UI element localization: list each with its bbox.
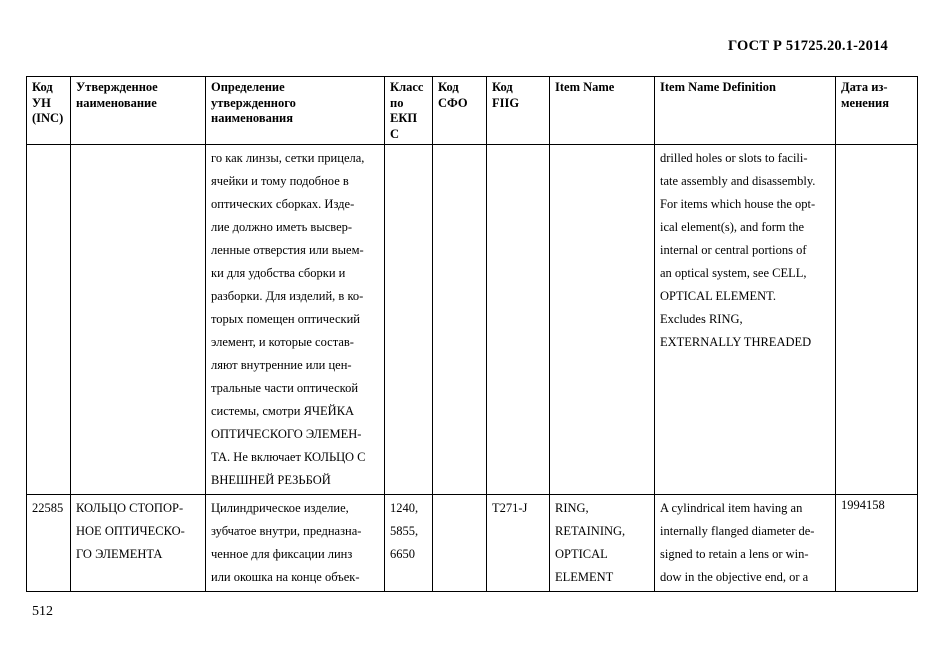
page-number: 512 bbox=[32, 604, 53, 619]
cell-inc bbox=[27, 145, 71, 495]
column-header-item-name-definition: Item Name Definition bbox=[655, 77, 836, 145]
column-header-sfo: Код СФО bbox=[433, 77, 487, 145]
column-header-class: Класс по ЕКП С bbox=[385, 77, 433, 145]
document-standard-number: ГОСТ Р 51725.20.1-2014 bbox=[727, 38, 888, 54]
cell-sfo bbox=[433, 145, 487, 495]
cell-item-name-definition: A cylindrical item having an internally flanged diameter de- signed to retain a lens or win- dow in the objective end, or a bbox=[655, 495, 836, 592]
cell-approved-name bbox=[71, 145, 206, 495]
cell-item-name: RING, RETAINING, OPTICAL ELEMENT bbox=[550, 495, 655, 592]
column-header-change-date: Дата из- менения bbox=[836, 77, 918, 145]
cell-fiig: T271-J bbox=[487, 495, 550, 592]
cell-definition: Цилиндрическое изделие, зубчатое внутри, предназна- ченное для фиксации линз или окошка на конце объек- bbox=[206, 495, 385, 592]
cell-inc: 22585 bbox=[27, 495, 71, 592]
specification-table bbox=[26, 76, 918, 592]
cell-change-date bbox=[836, 145, 918, 495]
column-header-approved-name: Утвержденное наименование bbox=[71, 77, 206, 145]
column-header-inc: Код УН (INC) bbox=[27, 77, 71, 145]
cell-definition: го как линзы, сетки прицела, ячейки и тому подобное в оптических сборках. Изде- лие должно иметь высвер- ленные отверстия или выем- ки для удобства сборки и разборки. Для изделий, в ко- торых помещен оптический элемент, и которые состав- ляют внутренние или цен- тральные части оптической системы, смотри ЯЧЕЙКА ОПТИЧЕСКОГО ЭЛЕМЕН- ТА. Не включает КОЛЬЦО С ВНЕШНЕЙ РЕЗЬБОЙ bbox=[206, 145, 385, 495]
column-header-fiig: Код FIIG bbox=[487, 77, 550, 145]
cell-item-name-definition: drilled holes or slots to facili- tate assembly and disassembly. For items which house the opt- ical element(s), and form the internal or central portions of an optical system, see CELL, OPTICAL ELEMENT. Excludes RING, EXTERNALLY THREADED bbox=[655, 145, 836, 495]
cell-fiig bbox=[487, 145, 550, 495]
column-header-item-name: Item Name bbox=[550, 77, 655, 145]
cell-approved-name: КОЛЬЦО СТОПОР- НОЕ ОПТИЧЕСКО- ГО ЭЛЕМЕНТА bbox=[71, 495, 206, 592]
cell-class: 1240, 5855, 6650 bbox=[385, 495, 433, 592]
cell-change-date: 1994158 bbox=[836, 495, 918, 592]
table-row bbox=[27, 145, 918, 495]
table-header-row bbox=[27, 77, 918, 145]
cell-item-name bbox=[550, 145, 655, 495]
table-row bbox=[27, 495, 918, 592]
cell-class bbox=[385, 145, 433, 495]
column-header-definition: Определение утвержденного наименования bbox=[206, 77, 385, 145]
cell-sfo bbox=[433, 495, 487, 592]
